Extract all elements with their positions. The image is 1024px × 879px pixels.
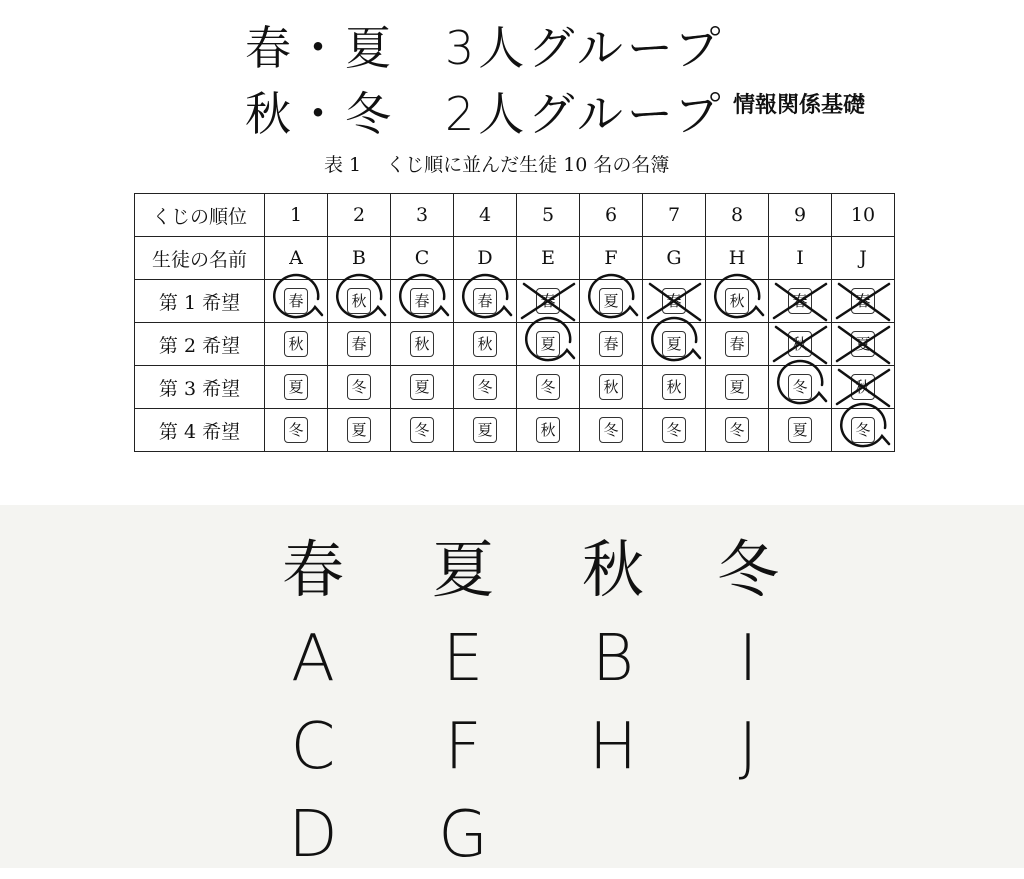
- season-chip: 春: [536, 288, 560, 314]
- group-season: 春: [281, 533, 344, 606]
- season-chip: 夏: [536, 331, 560, 357]
- row-label: 第 1 希望: [135, 280, 265, 323]
- season-chip: 秋: [788, 331, 812, 357]
- group-member: D: [288, 798, 338, 872]
- name-cell: C: [391, 237, 454, 280]
- group-member: F: [444, 710, 482, 784]
- rank-cell: 3: [391, 194, 454, 237]
- note-group-size: 3人グループ: [445, 21, 725, 75]
- group-member: H: [588, 710, 638, 784]
- season-chip: 秋: [851, 374, 875, 400]
- name-cell: J: [832, 237, 895, 280]
- group-member: I: [738, 622, 758, 696]
- rank-cell: 8: [706, 194, 769, 237]
- season-chip: 夏: [725, 374, 749, 400]
- group-member: E: [442, 622, 484, 696]
- note-seasons: 秋・冬: [245, 87, 395, 141]
- group-column-autumn: [553, 525, 673, 791]
- season-chip: 夏: [347, 417, 371, 443]
- group-season: 夏: [431, 533, 494, 606]
- row-label: くじの順位: [135, 194, 265, 237]
- season-chip: 秋: [536, 417, 560, 443]
- season-chip: 春: [410, 288, 434, 314]
- rank-cell: 5: [517, 194, 580, 237]
- season-chip: 夏: [410, 374, 434, 400]
- season-chip: 夏: [662, 331, 686, 357]
- season-chip: 春: [851, 288, 875, 314]
- rank-cell: 7: [643, 194, 706, 237]
- name-cell: E: [517, 237, 580, 280]
- group-member: G: [438, 798, 488, 872]
- season-chip: 夏: [851, 331, 875, 357]
- group-column-summer: [403, 525, 523, 879]
- season-chip: 秋: [284, 331, 308, 357]
- group-member: C: [290, 710, 336, 784]
- note-seasons: 春・夏: [245, 21, 395, 75]
- group-column-winter: [688, 525, 808, 791]
- name-cell: D: [454, 237, 517, 280]
- row-label: 生徒の名前: [135, 237, 265, 280]
- group-season: 秋: [581, 533, 644, 606]
- rank-cell: 4: [454, 194, 517, 237]
- row-label: 第 2 希望: [135, 323, 265, 366]
- season-chip: 冬: [725, 417, 749, 443]
- group-column-spring: [253, 525, 373, 879]
- season-chip: 秋: [473, 331, 497, 357]
- note-group-size: 2人グループ: [445, 87, 725, 141]
- name-cell: B: [328, 237, 391, 280]
- group-member: J: [738, 710, 758, 784]
- rank-cell: 9: [769, 194, 832, 237]
- season-chip: 冬: [536, 374, 560, 400]
- name-cell: A: [265, 237, 328, 280]
- season-chip: 冬: [473, 374, 497, 400]
- season-chip: 秋: [347, 288, 371, 314]
- name-cell: I: [769, 237, 832, 280]
- group-season: 冬: [716, 533, 779, 606]
- season-chip: 夏: [788, 417, 812, 443]
- rank-cell: 10: [832, 194, 895, 237]
- table-caption: 表 1 くじ順に並んだ生徒 10 名の名簿: [324, 154, 670, 176]
- name-cell: G: [643, 237, 706, 280]
- season-chip: 冬: [284, 417, 308, 443]
- season-chip: 春: [284, 288, 308, 314]
- season-chip: 冬: [347, 374, 371, 400]
- season-chip: 夏: [599, 288, 623, 314]
- season-chip: 春: [725, 331, 749, 357]
- name-cell: H: [706, 237, 769, 280]
- season-chip: 冬: [599, 417, 623, 443]
- subject-title: 情報関係基礎: [733, 93, 866, 118]
- season-chip: 冬: [851, 417, 875, 443]
- season-chip: 春: [473, 288, 497, 314]
- row-label: 第 4 希望: [135, 409, 265, 452]
- season-chip: 冬: [410, 417, 434, 443]
- rank-cell: 6: [580, 194, 643, 237]
- season-chip: 夏: [284, 374, 308, 400]
- rank-cell: 2: [328, 194, 391, 237]
- season-chip: 冬: [788, 374, 812, 400]
- season-chip: 春: [662, 288, 686, 314]
- group-member: A: [291, 622, 335, 696]
- season-chip: 秋: [410, 331, 434, 357]
- season-chip: 秋: [725, 288, 749, 314]
- season-chip: 春: [347, 331, 371, 357]
- season-chip: 夏: [473, 417, 497, 443]
- season-chip: 秋: [599, 374, 623, 400]
- season-chip: 秋: [662, 374, 686, 400]
- season-chip: 春: [599, 331, 623, 357]
- group-member: B: [592, 622, 634, 696]
- row-label: 第 3 希望: [135, 366, 265, 409]
- rank-cell: 1: [265, 194, 328, 237]
- season-chip: 冬: [662, 417, 686, 443]
- season-chip: 春: [788, 288, 812, 314]
- name-cell: F: [580, 237, 643, 280]
